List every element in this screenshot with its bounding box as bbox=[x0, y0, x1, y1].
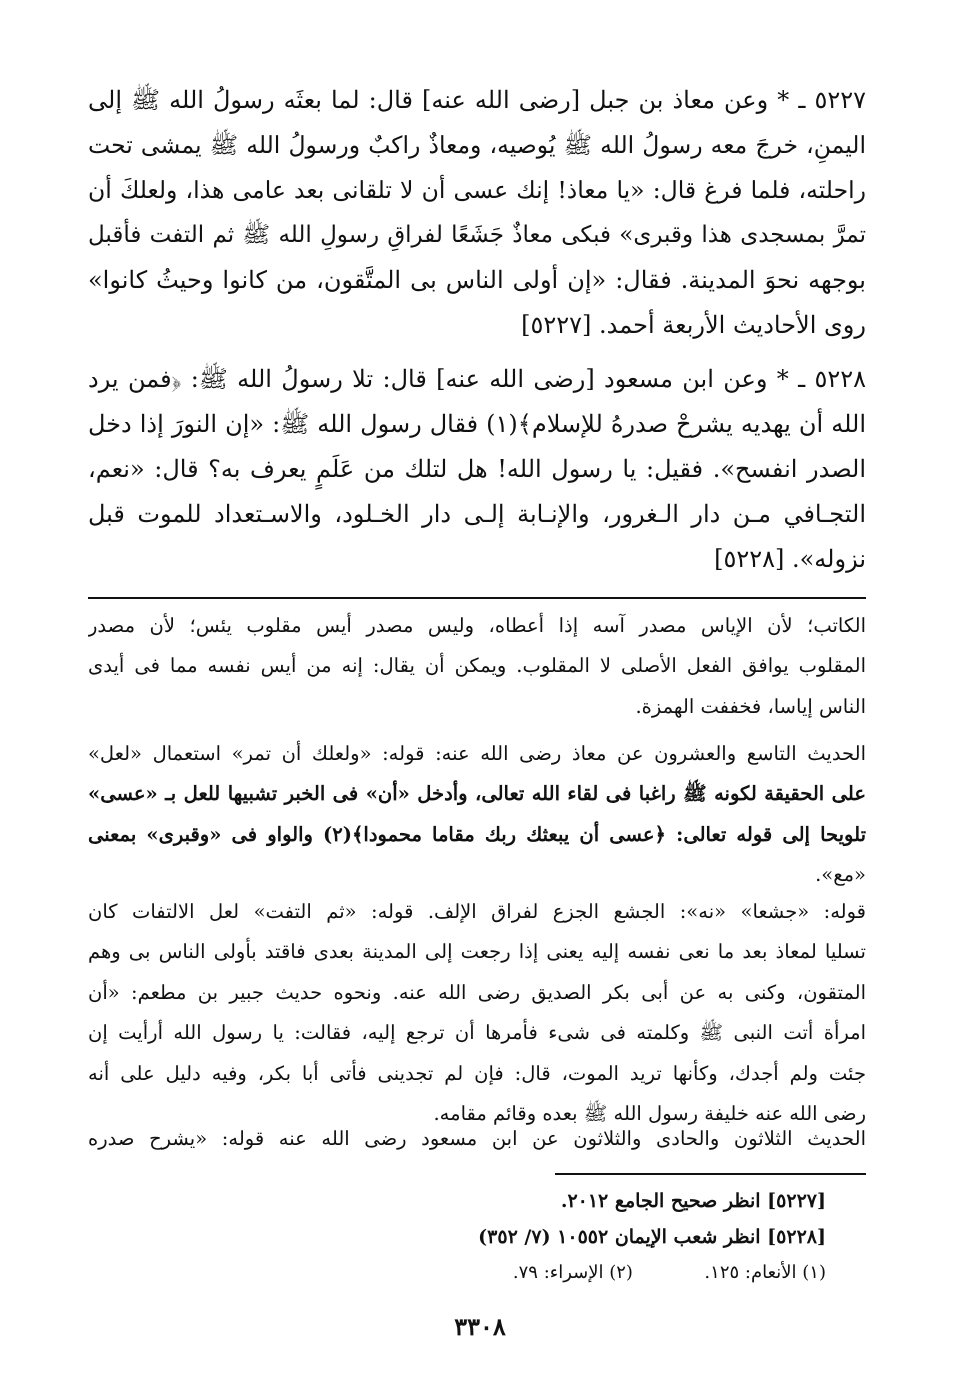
page-number: ٣٣٠٨ bbox=[454, 1312, 506, 1341]
separator-rule bbox=[88, 597, 866, 599]
text-line: الله أن يهديه يشرحْ صدرهُ للإسلام﴾(١) فقال رسول الله ﷺ: «إن النورَ إذا دخل bbox=[88, 410, 866, 438]
text-line: ٥٢٢٧ ـ * وعن معاذ بن جبل [رضى الله عنه] قال: لما بعثَه رسولُ الله ﷺ إلى bbox=[88, 86, 866, 114]
text-line: الحديث الثلاثون والحادى والثلاثون عن ابن مسعود رضى الله عنه قوله: «يشرح صدره bbox=[88, 1127, 866, 1150]
text-line: ٥٢٢٨ ـ * وعن ابن مسعود [رضى الله عنه] قال: تلا رسولُ الله ﷺ: ﴿فمن يرد bbox=[88, 365, 866, 393]
commentary-para-2 bbox=[88, 734, 866, 896]
text-line: جئت ولم أجدك، وكأنها تريد الموت، قال: فإن لم تجدينى فأتى أبا بكر، وفيه دليل على أنه bbox=[88, 1061, 866, 1085]
text-line: التجـافي مـن دار الـغرور، والإنـابة إلـى دار الخـلود، والاسـتعداد للموت قبل bbox=[88, 500, 866, 528]
text-line: تلويحا إلى قوله تعالى: ﴿عسى أن يبعثك ربك مقاما محمودا﴾(٢) والواو فى «وقبرى» بمعنى bbox=[88, 822, 866, 846]
footnotes bbox=[300, 1258, 826, 1288]
commentary-para-4 bbox=[88, 1119, 866, 1159]
text-line: «مع». bbox=[815, 863, 866, 887]
text-line: الناس إياسا، فخففت الهمزة. bbox=[635, 694, 866, 718]
text-line: الكاتب؛ لأن الإياس مصدر آسه إذا أعطاه، وليس مصدر أيس مقلوب يئس؛ لأن مصدر bbox=[88, 614, 866, 637]
footnote-rule bbox=[555, 1173, 866, 1175]
commentary-para-1 bbox=[88, 606, 866, 727]
text-line: اليمنِ، خرجَ معه رسولُ الله ﷺ يُوصيه، ومعاذٌ راكبٌ ورسولُ الله ﷺ يمشى تحت bbox=[88, 131, 866, 159]
reference-5227: [٥٢٢٧] انظر صحيح الجامع ٢٠١٢. bbox=[560, 1190, 826, 1212]
text-line: المتقون، وكنى به عن أبى بكر الصديق رضى الله عنه. ونحوه حديث جبير بن مطعم: «أن bbox=[88, 980, 866, 1004]
hadith-5228 bbox=[88, 357, 866, 582]
hadith-5227 bbox=[88, 78, 866, 348]
footnote-2: (٢) الإسراء: ٧٩. bbox=[512, 1262, 633, 1283]
text-line: تسليا لمعاذ بعد ما نعى نفسه إليه يعنى إذا رجعت إلى المدينة بعدى فاقتد بأولى الناس بى وهم bbox=[88, 940, 866, 964]
text-line: الحديث التاسع والعشرون عن معاذ رضى الله عنه: قوله: «ولعلك أن تمر» استعمال «لعل» bbox=[88, 742, 866, 765]
text-line: الصدر انفسح». فقيل: يا رسول الله! هل لتلك من عَلَمٍ يعرف به؟ قال: «نعم، bbox=[88, 455, 866, 483]
text-line: تمرَّ بمسجدى هذا وقبرى» فبكى معاذٌ جَشَعًا لفراقِ رسولِ الله ﷺ ثم التفت فأقبل bbox=[88, 222, 866, 248]
text-line: على الحقيقة لكونه ﷺ راغبا فى لقاء الله تعالى، وأدخل «أن» فى الخبر تشبيها للعل بـ «عسى» bbox=[88, 782, 866, 806]
text-line: راحلته، فلما فرغ قال: «يا معاذ! إنك عسى أن لا تلقانى بعد عامى هذا، ولعلكَ أن bbox=[88, 176, 866, 204]
text-line: روى الأحاديث الأربعة أحمد. [٥٢٢٧] bbox=[521, 311, 866, 339]
footnote-1: (١) الأنعام: ١٢٥. bbox=[704, 1262, 826, 1283]
references bbox=[300, 1183, 826, 1255]
text-line: بوجهه نحوَ المدينة. فقال: «إن أولى الناس بى المتَّقون، من كانوا وحيثُ كانوا» bbox=[88, 266, 866, 294]
text-line: رضى الله عنه خليفة رسول الله ﷺ بعده وقائم مقامه. bbox=[433, 1101, 866, 1125]
text-line: امرأة أتت النبى ﷺ وكلمته فى شىء فأمرها أن ترجع إليه، فقالت: يا رسول الله أرأيت إن bbox=[88, 1021, 866, 1045]
commentary-para-3 bbox=[88, 892, 866, 1134]
text-line: قوله: «جشعا» «نه»: الجشع الجزع لفراق الإلف. قوله: «ثم التفت» لعل الالتفات كان bbox=[88, 900, 866, 923]
text-line: نزوله». [٥٢٢٨] bbox=[714, 545, 866, 573]
text-line: المقلوب يوافق الفعل الأصلى لا المقلوب. ويمكن أن يقال: إنه من أيس نفسه مما فى أيدى bbox=[88, 654, 866, 678]
reference-5228: [٥٢٢٨] انظر شعب الإيمان ١٠٥٥٢ (٧/ ٣٥٢) bbox=[478, 1226, 826, 1248]
